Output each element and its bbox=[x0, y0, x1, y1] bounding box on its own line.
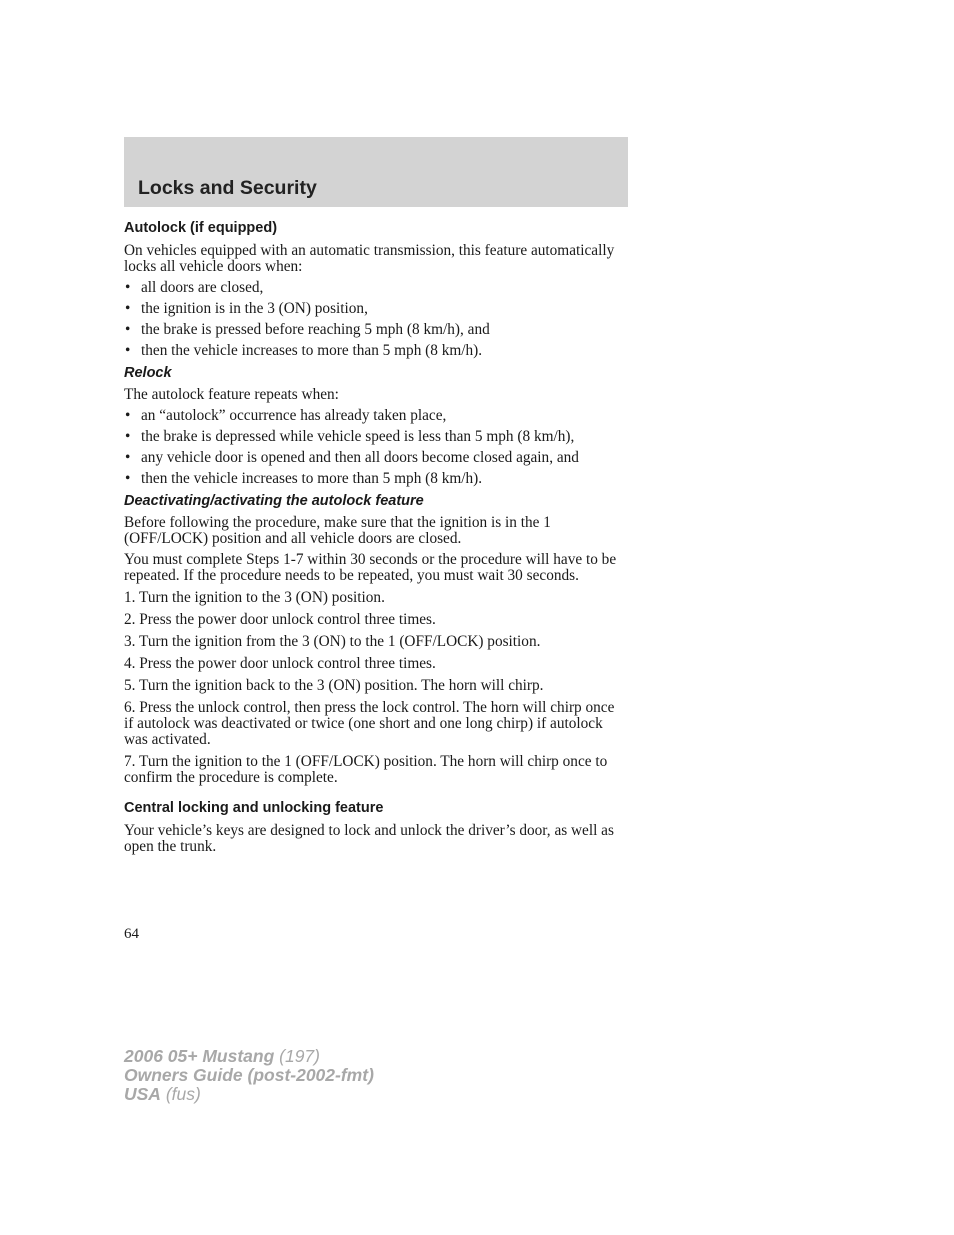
bullet-icon: • bbox=[125, 279, 131, 296]
list-item: • then the vehicle increases to more than 5 mph (8 km/h). bbox=[125, 342, 483, 359]
list-item: • the brake is pressed before reaching 5 mph (8 km/h), and bbox=[125, 321, 490, 338]
step-item: 2. Press the power door unlock control three times. bbox=[124, 611, 436, 628]
central-locking-heading: Central locking and unlocking feature bbox=[124, 800, 384, 816]
step-item: 6. Press the unlock control, then press the lock control. The horn will chirp once if autolock was deactivated or twice (one short and one long chirp) if autolock was activated. bbox=[124, 699, 615, 748]
bullet-icon: • bbox=[125, 407, 131, 424]
autolock-bullet-list bbox=[124, 280, 620, 359]
footer-line-2: Owners Guide (post-2002-fmt) bbox=[124, 1065, 374, 1085]
step-item: 1. Turn the ignition to the 3 (ON) position. bbox=[124, 589, 385, 606]
bullet-icon: • bbox=[125, 300, 131, 317]
bullet-icon: • bbox=[125, 449, 131, 466]
deactivating-para-2: You must complete Steps 1-7 within 30 seconds or the procedure will have to be repeated. If the procedure needs to be repeated, you must wait 30 seconds. bbox=[124, 551, 617, 584]
central-locking-para: Your vehicle’s keys are designed to lock and unlock the driver’s door, as well as open the trunk. bbox=[124, 822, 614, 855]
bullet-icon: • bbox=[125, 470, 131, 487]
relock-bullet-list bbox=[124, 408, 620, 487]
step-item: 5. Turn the ignition back to the 3 (ON) position. The horn will chirp. bbox=[124, 677, 544, 694]
step-item: 3. Turn the ignition from the 3 (ON) to the 1 (OFF/LOCK) position. bbox=[124, 633, 541, 650]
deactivating-heading: Deactivating/activating the autolock feature bbox=[124, 493, 424, 509]
list-item: • all doors are closed, bbox=[125, 279, 264, 296]
list-item: • any vehicle door is opened and then all doors become closed again, and bbox=[125, 449, 579, 466]
relock-intro: The autolock feature repeats when: bbox=[124, 386, 339, 403]
bullet-icon: • bbox=[125, 342, 131, 359]
list-item: • then the vehicle increases to more than 5 mph (8 km/h). bbox=[125, 470, 483, 487]
section-title: Locks and Security bbox=[138, 177, 317, 199]
autolock-heading: Autolock (if equipped) bbox=[124, 220, 278, 236]
document-footer bbox=[124, 1047, 374, 1104]
list-item: • an “autolock” occurrence has already taken place, bbox=[125, 407, 447, 424]
list-item: • the brake is depressed while vehicle speed is less than 5 mph (8 km/h), bbox=[125, 428, 575, 445]
step-item: 7. Turn the ignition to the 1 (OFF/LOCK) position. The horn will chirp once to confirm the procedure is complete. bbox=[124, 753, 608, 786]
bullet-icon: • bbox=[125, 321, 131, 338]
autolock-intro: On vehicles equipped with an automatic transmission, this feature automatically locks all vehicle doors when: bbox=[124, 242, 615, 275]
procedure-steps bbox=[124, 590, 620, 786]
relock-heading: Relock bbox=[124, 365, 172, 381]
page-content bbox=[124, 220, 620, 860]
step-item: 4. Press the power door unlock control three times. bbox=[124, 655, 436, 672]
bullet-icon: • bbox=[125, 428, 131, 445]
footer-line-3: USA (fus) bbox=[124, 1084, 201, 1104]
section-header-band bbox=[124, 137, 628, 207]
page-number: 64 bbox=[124, 926, 139, 942]
deactivating-para-1: Before following the procedure, make sure that the ignition is in the 1 (OFF/LOCK) position and all vehicle doors are closed. bbox=[124, 514, 551, 547]
footer-line-1: 2006 05+ Mustang (197) bbox=[124, 1046, 320, 1066]
list-item: • the ignition is in the 3 (ON) position, bbox=[125, 300, 368, 317]
